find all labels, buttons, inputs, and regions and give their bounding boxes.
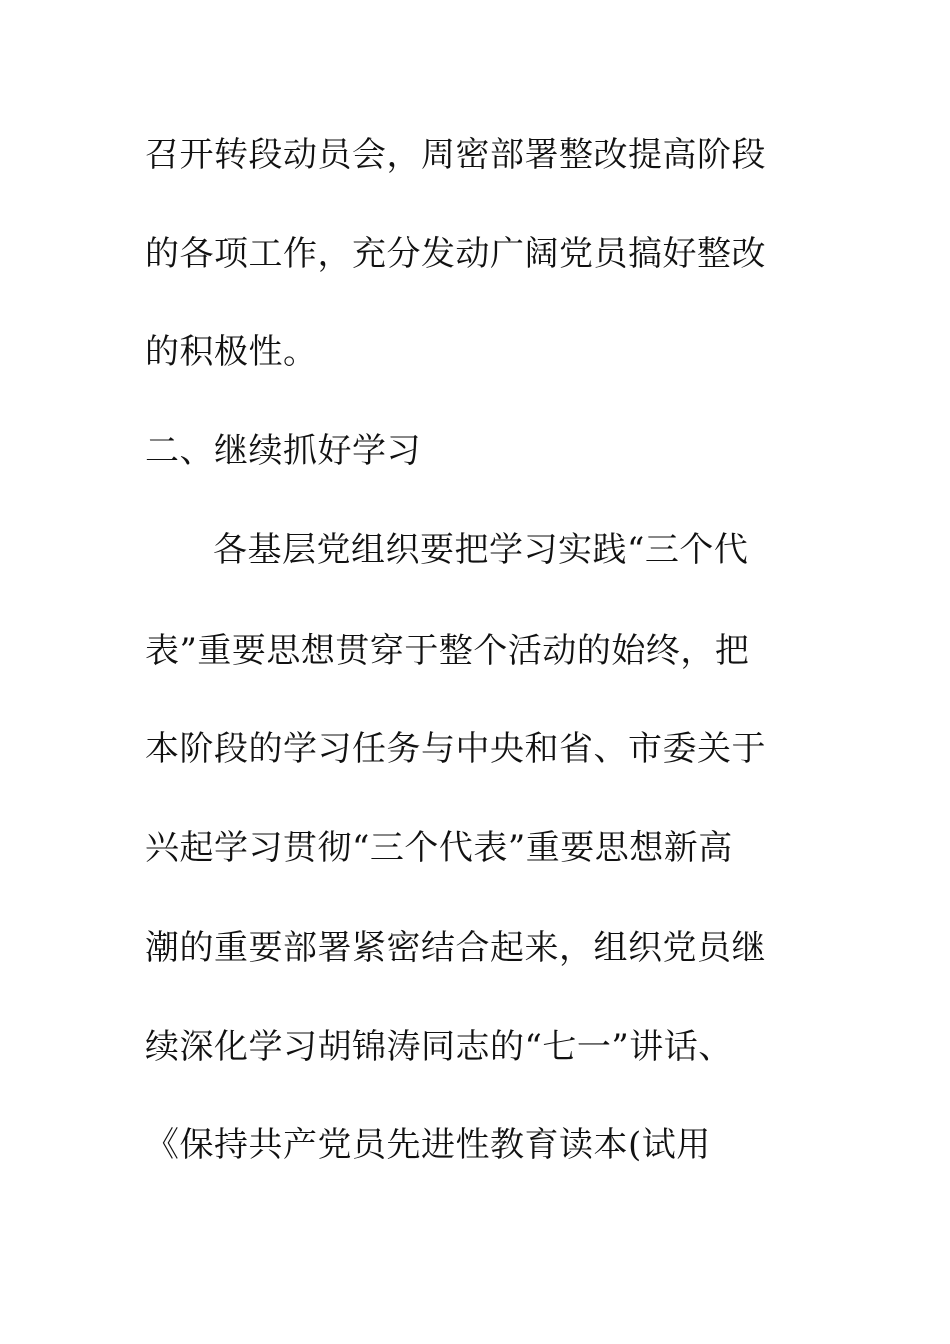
paragraph-line: 的积极性。 <box>145 332 318 372</box>
paragraph-line: 各基层党组织要把学习实践“三个代 <box>213 530 749 570</box>
section-heading: 二、继续抓好学习 <box>145 431 421 471</box>
paragraph-line: 兴起学习贯彻“三个代表”重要思想新高 <box>145 828 733 868</box>
paragraph-line: 潮的重要部署紧密结合起来，组织党员继 <box>145 928 766 968</box>
paragraph-line: 召开转段动员会，周密部署整改提高阶段 <box>145 135 766 175</box>
paragraph-line: 本阶段的学习任务与中央和省、市委关于 <box>145 729 766 769</box>
paragraph-line: 表”重要思想贯穿于整个活动的始终，把 <box>145 631 750 671</box>
paragraph-line: 续深化学习胡锦涛同志的“七一”讲话、 <box>145 1027 733 1067</box>
paragraph-line: 《保持共产党员先进性教育读本(试用 <box>145 1125 711 1165</box>
paragraph-line: 的各项工作，充分发动广阔党员搞好整改 <box>145 234 766 274</box>
